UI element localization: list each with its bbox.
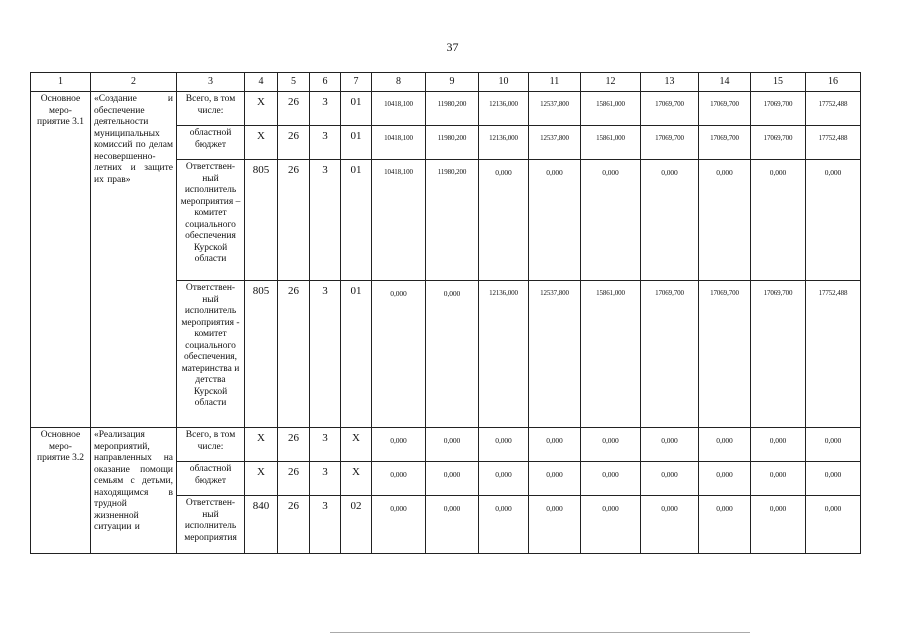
value-cell: 0,000 — [699, 462, 751, 496]
code-cell: 26 — [278, 496, 310, 554]
column-header: 7 — [341, 73, 372, 92]
code-cell: Х — [245, 428, 278, 462]
value-cell: 0,000 — [529, 428, 581, 462]
code-cell: 3 — [310, 496, 341, 554]
funding-source: Ответствен-ный исполнитель мероприятия – комитет социального обеспечения Курской области — [177, 160, 245, 281]
code-cell: Х — [245, 462, 278, 496]
value-cell: 12136,000 — [479, 92, 529, 126]
value-cell: 0,000 — [641, 428, 699, 462]
column-header: 13 — [641, 73, 699, 92]
value-cell: 12537,800 — [529, 92, 581, 126]
header-row — [31, 73, 861, 92]
value-cell: 17069,700 — [699, 281, 751, 428]
funding-source: областной бюджет — [177, 462, 245, 496]
column-header: 5 — [278, 73, 310, 92]
code-cell: Х — [245, 126, 278, 160]
column-header: 9 — [426, 73, 479, 92]
column-header: 6 — [310, 73, 341, 92]
column-header: 16 — [806, 73, 861, 92]
value-cell: 0,000 — [641, 160, 699, 281]
code-cell: 26 — [278, 462, 310, 496]
column-header: 11 — [529, 73, 581, 92]
value-cell: 0,000 — [699, 496, 751, 554]
value-cell: 0,000 — [479, 496, 529, 554]
value-cell: 17752,488 — [806, 92, 861, 126]
value-cell: 0,000 — [806, 496, 861, 554]
value-cell: 11980,200 — [426, 92, 479, 126]
code-cell: 805 — [245, 160, 278, 281]
table-row — [31, 428, 861, 462]
value-cell: 0,000 — [806, 462, 861, 496]
value-cell: 0,000 — [479, 428, 529, 462]
group-label: Основное меро-приятие 3.2 — [31, 428, 91, 554]
value-cell: 0,000 — [806, 428, 861, 462]
column-header: 1 — [31, 73, 91, 92]
code-cell: 26 — [278, 126, 310, 160]
funding-source: Ответствен-ный исполнитель мероприятия — [177, 496, 245, 554]
value-cell: 0,000 — [479, 462, 529, 496]
value-cell: 15861,000 — [581, 126, 641, 160]
code-cell: 26 — [278, 92, 310, 126]
group-name: «Реализация мероприятий, направленных на оказание помощи семьям с детьми, находящимся в трудной жизненной ситуации и — [91, 428, 177, 554]
value-cell: 17069,700 — [641, 281, 699, 428]
code-cell: 26 — [278, 428, 310, 462]
column-header: 12 — [581, 73, 641, 92]
column-header: 8 — [372, 73, 426, 92]
funding-source: Всего, в том числе: — [177, 92, 245, 126]
value-cell: 17069,700 — [751, 92, 806, 126]
code-cell: 26 — [278, 281, 310, 428]
value-cell: 15861,000 — [581, 92, 641, 126]
value-cell: 17752,488 — [806, 281, 861, 428]
value-cell: 11980,200 — [426, 160, 479, 281]
code-cell: 3 — [310, 92, 341, 126]
value-cell: 12537,800 — [529, 281, 581, 428]
value-cell: 17069,700 — [751, 126, 806, 160]
value-cell: 10418,100 — [372, 92, 426, 126]
code-cell: Х — [245, 92, 278, 126]
column-header: 3 — [177, 73, 245, 92]
code-cell: Х — [341, 428, 372, 462]
code-cell: 805 — [245, 281, 278, 428]
value-cell: 0,000 — [372, 281, 426, 428]
code-cell: 840 — [245, 496, 278, 554]
value-cell: 0,000 — [372, 428, 426, 462]
budget-table — [30, 72, 861, 554]
code-cell: 3 — [310, 428, 341, 462]
value-cell: 17069,700 — [751, 281, 806, 428]
value-cell: 0,000 — [581, 160, 641, 281]
value-cell: 15861,000 — [581, 281, 641, 428]
column-header: 14 — [699, 73, 751, 92]
table-row — [31, 92, 861, 126]
value-cell: 11980,200 — [426, 126, 479, 160]
column-header: 15 — [751, 73, 806, 92]
value-cell: 0,000 — [529, 160, 581, 281]
page-number: 37 — [446, 40, 459, 54]
column-header: 10 — [479, 73, 529, 92]
value-cell: 12136,000 — [479, 126, 529, 160]
funding-source: областной бюджет — [177, 126, 245, 160]
value-cell: 0,000 — [479, 160, 529, 281]
value-cell: 0,000 — [372, 496, 426, 554]
value-cell: 10418,100 — [372, 126, 426, 160]
value-cell: 0,000 — [581, 462, 641, 496]
value-cell: 0,000 — [529, 496, 581, 554]
value-cell: 0,000 — [426, 462, 479, 496]
funding-source: Ответствен-ный исполнитель мероприятия - комитет социального обеспечения, материнства и детства Курской области — [177, 281, 245, 428]
value-cell: 0,000 — [699, 160, 751, 281]
value-cell: 0,000 — [529, 462, 581, 496]
value-cell: 0,000 — [426, 496, 479, 554]
code-cell: 01 — [341, 92, 372, 126]
value-cell: 0,000 — [641, 496, 699, 554]
value-cell: 0,000 — [751, 462, 806, 496]
value-cell: 0,000 — [581, 496, 641, 554]
value-cell: 0,000 — [806, 160, 861, 281]
value-cell: 17069,700 — [699, 92, 751, 126]
code-cell: 01 — [341, 281, 372, 428]
value-cell: 0,000 — [751, 160, 806, 281]
code-cell: Х — [341, 462, 372, 496]
code-cell: 01 — [341, 126, 372, 160]
value-cell: 17069,700 — [699, 126, 751, 160]
value-cell: 0,000 — [372, 462, 426, 496]
value-cell: 0,000 — [581, 428, 641, 462]
value-cell: 0,000 — [751, 428, 806, 462]
funding-source: Всего, в том числе: — [177, 428, 245, 462]
value-cell: 0,000 — [641, 462, 699, 496]
column-header: 4 — [245, 73, 278, 92]
code-cell: 01 — [341, 160, 372, 281]
scan-edge-line — [330, 632, 750, 633]
value-cell: 17752,488 — [806, 126, 861, 160]
value-cell: 10418,100 — [372, 160, 426, 281]
code-cell: 26 — [278, 160, 310, 281]
code-cell: 3 — [310, 160, 341, 281]
value-cell: 0,000 — [751, 496, 806, 554]
value-cell: 0,000 — [699, 428, 751, 462]
value-cell: 12537,800 — [529, 126, 581, 160]
value-cell: 17069,700 — [641, 92, 699, 126]
value-cell: 0,000 — [426, 428, 479, 462]
value-cell: 17069,700 — [641, 126, 699, 160]
group-name: «Создание и обеспечение деятельности муниципальных комиссий по делам несовершенно-летних и защите их прав» — [91, 92, 177, 428]
group-label: Основное меро-приятие 3.1 — [31, 92, 91, 428]
column-header: 2 — [91, 73, 177, 92]
value-cell: 12136,000 — [479, 281, 529, 428]
code-cell: 02 — [341, 496, 372, 554]
value-cell: 0,000 — [426, 281, 479, 428]
code-cell: 3 — [310, 126, 341, 160]
code-cell: 3 — [310, 462, 341, 496]
code-cell: 3 — [310, 281, 341, 428]
